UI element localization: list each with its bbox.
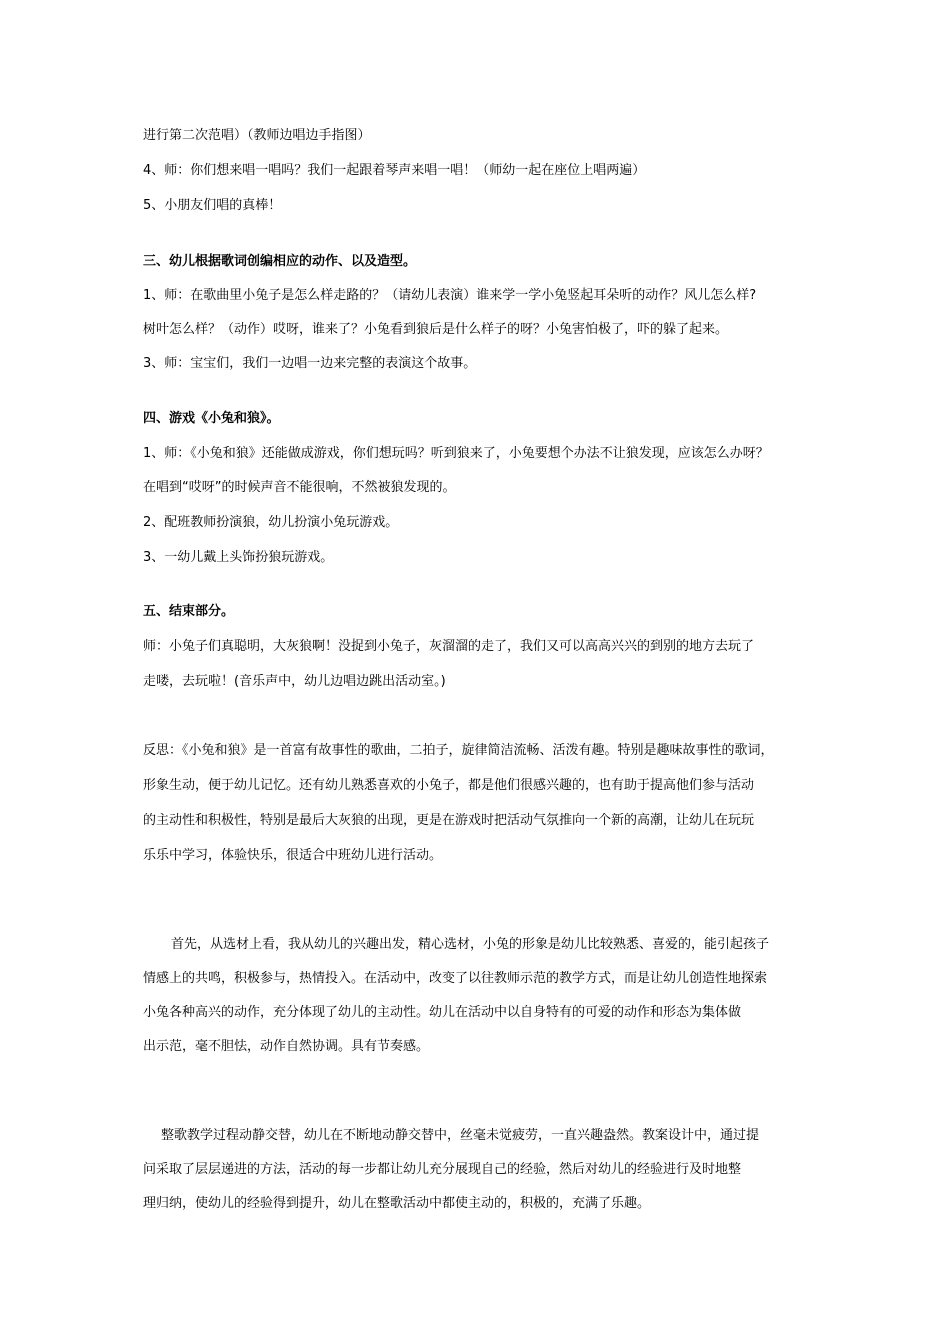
text-line: 情感上的共鸣，积极参与，热情投入。在活动中，改变了以往教师示范的教学方式，而是让幼儿创造性地探索 [143,971,768,986]
text-line: 问采取了层层递进的方法，活动的每一步都让幼儿充分展现自己的经验，然后对幼儿的经验进行及时地整 [143,1162,742,1177]
text-line: 形象生动，便于幼儿记忆。还有幼儿熟悉喜欢的小兔子，都是他们很感兴趣的，也有助于提高他们参与活动 [143,778,755,793]
text-line: 3、师：宝宝们，我们一边唱一边来完整的表演这个故事。 [143,356,477,371]
text-line: 走喽，去玩啦！(音乐声中，幼儿边唱边跳出活动室。) [143,674,446,689]
section-heading: 三、幼儿根据歌词创编相应的动作、以及造型。 [143,254,417,269]
text-line: 1、师：在歌曲里小兔子是怎么样走路的？（请幼儿表演）谁来学一学小兔竖起耳朵听的动作？风儿怎么样? [143,288,757,303]
text-line: 3、一幼儿戴上头饰扮狼玩游戏。 [143,550,334,565]
text-line: 小兔各种高兴的动作，充分体现了幼儿的主动性。幼儿在活动中以自身特有的可爱的动作和形态为集体做 [143,1005,742,1020]
text-line: 进行第二次范唱）（教师边唱边手指图） [143,128,371,143]
text-line: 理归纳，使幼儿的经验得到提升，幼儿在整歌活动中都使主动的，积极的，充满了乐趣。 [143,1196,651,1211]
text-line: 首先，从选材上看，我从幼儿的兴趣出发，精心选材，小兔的形象是幼儿比较熟悉、喜爱的，能引起孩子 [171,937,770,952]
text-line: 4、师：你们想来唱一唱吗？我们一起跟着琴声来唱一唱！（师幼一起在座位上唱两遍） [143,163,646,178]
text-line: 的主动性和积极性，特别是最后大灰狼的出现，更是在游戏时把活动气氛推向一个新的高潮，让幼儿在玩玩 [143,813,755,828]
text-line: 2、配班教师扮演狼，幼儿扮演小兔玩游戏。 [143,515,399,530]
section-heading: 四、游戏《小兔和狼》。 [143,411,280,426]
text-line: 在唱到“哎呀”的时候声音不能很响，不然被狼发现的。 [143,480,456,495]
text-line: 师：小兔子们真聪明，大灰狼啊！没捉到小兔子，灰溜溜的走了，我们又可以高高兴兴的到别的地方去玩了 [143,639,755,654]
text-line: 出示范，毫不胆怯，动作自然协调。具有节奏感。 [143,1039,430,1054]
text-line: 反思：《小兔和狼》是一首富有故事性的歌曲，二拍子，旋律简洁流畅、活泼有趣。特别是趣味故事性的歌词， [143,743,774,758]
section-heading: 五、结束部分。 [143,604,235,619]
text-line: 1、师：《小兔和狼》还能做成游戏，你们想玩吗？听到狼来了，小兔要想个办法不让狼发现，应该怎么办呀？ [143,446,769,461]
text-line: 整歌教学过程动静交替，幼儿在不断地动静交替中，丝毫未觉疲劳，一直兴趣盎然。教案设计中，通过提 [161,1128,760,1143]
text-line: 乐乐中学习，体验快乐，很适合中班幼儿进行活动。 [143,848,443,863]
text-line: 5、小朋友们唱的真棒！ [143,198,282,213]
text-line: 树叶怎么样？（动作）哎呀，谁来了？小兔看到狼后是什么样子的呀？小兔害怕极了，吓的躲了起来。 [143,322,729,337]
